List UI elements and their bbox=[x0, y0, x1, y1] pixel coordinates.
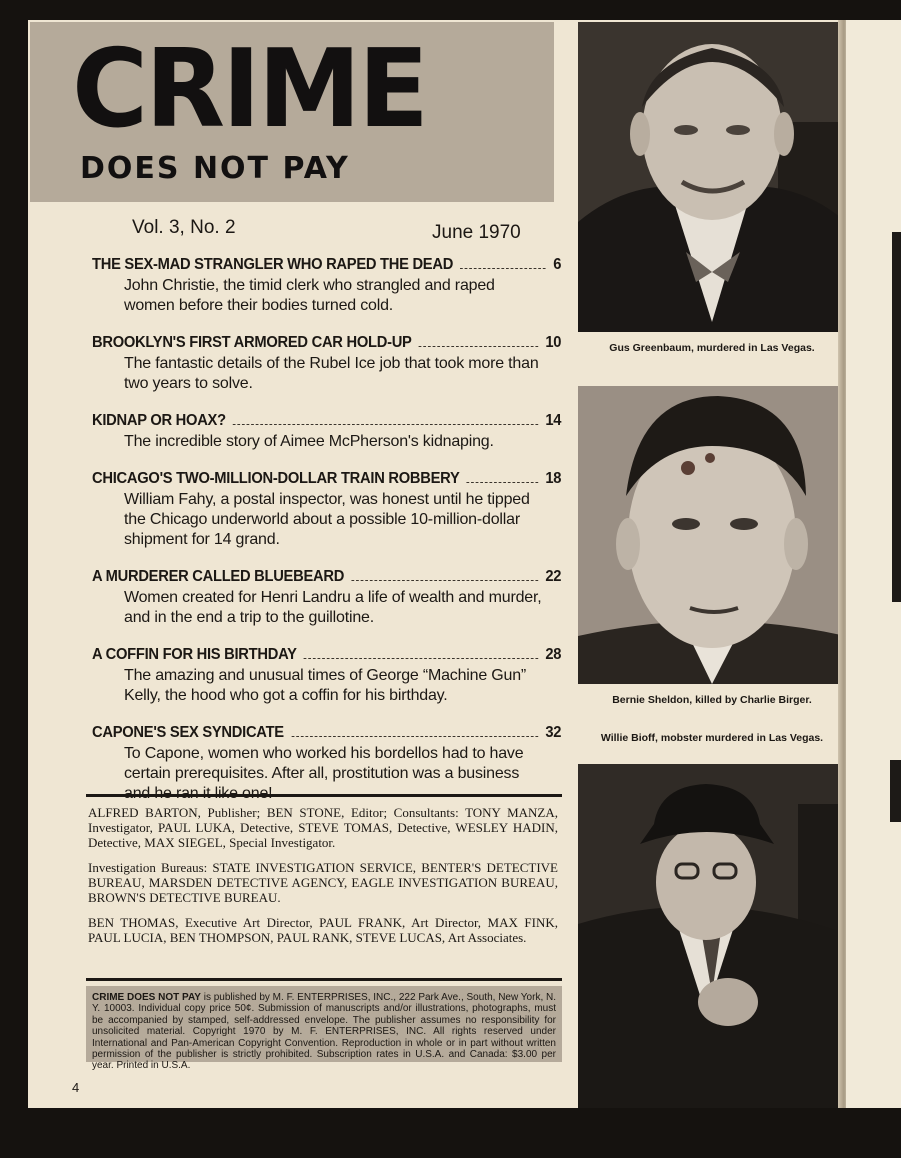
issue-volume: Vol. 3, No. 2 bbox=[132, 217, 236, 238]
toc-entry-description: John Christie, the timid clerk who strangled and raped women before their bodies turned cold. bbox=[124, 277, 495, 314]
leader-dots bbox=[351, 580, 538, 581]
toc-entry-description: The incredible story of Aimee McPherson's kidnaping. bbox=[124, 433, 494, 450]
photo-willie-bioff bbox=[578, 764, 846, 1108]
staff-art: BEN THOMAS, Executive Art Director, PAUL FRANK, Art Director, MAX FINK, PAUL LUCIA, BEN THOMPSON, PAUL RANK, STEVE LUCAS, Art Associates. bbox=[88, 915, 558, 945]
photo-gus-greenbaum bbox=[578, 22, 846, 332]
notice-lead: CRIME DOES NOT PAY bbox=[92, 992, 201, 1003]
magazine-page bbox=[28, 20, 846, 1108]
toc-entry-page: 22 bbox=[545, 568, 562, 585]
toc-entry-page: 6 bbox=[553, 256, 562, 273]
leader-dots bbox=[233, 424, 538, 425]
photo-caption: Willie Bioff, mobster murdered in Las Vegas. bbox=[600, 732, 824, 744]
toc-entry-page: 28 bbox=[545, 646, 562, 663]
photo-caption: Bernie Sheldon, killed by Charlie Birger. bbox=[612, 694, 812, 706]
toc-entry-title: CHICAGO'S TWO-MILLION-DOLLAR TRAIN ROBBERY bbox=[92, 470, 460, 487]
publication-notice bbox=[86, 986, 562, 1072]
masthead-subtitle: DOES NOT PAY bbox=[80, 151, 350, 186]
toc-entry[interactable] bbox=[92, 724, 562, 804]
toc-entry-title: BROOKLYN'S FIRST ARMORED CAR HOLD-UP bbox=[92, 334, 412, 351]
leader-dots bbox=[291, 736, 538, 737]
toc-entry-page: 10 bbox=[545, 334, 562, 351]
toc-entry-description: William Fahy, a postal inspector, was honest until he tipped the Chicago underworld about a possible 10-million-dollar shipment for 14 grand. bbox=[124, 491, 530, 548]
toc-entry-page: 32 bbox=[545, 724, 562, 741]
staff-credits bbox=[88, 805, 558, 955]
toc-entry[interactable] bbox=[92, 334, 562, 394]
toc-entry[interactable] bbox=[92, 646, 562, 706]
toc-entry-title: CAPONE'S SEX SYNDICATE bbox=[92, 724, 284, 741]
facing-page-edge bbox=[846, 20, 901, 1108]
toc-entry[interactable] bbox=[92, 568, 562, 628]
photo-caption: Gus Greenbaum, murdered in Las Vegas. bbox=[609, 342, 815, 354]
leader-dots bbox=[460, 268, 545, 269]
toc-entry-title: THE SEX-MAD STRANGLER WHO RAPED THE DEAD bbox=[92, 256, 454, 273]
page-number: 4 bbox=[72, 1080, 80, 1095]
staff-bureaus: Investigation Bureaus: STATE INVESTIGATION SERVICE, BENTER'S DETECTIVE BUREAU, MARSDEN DETECTIVE AGENCY, EAGLE INVESTIGATION BUREAU, BROWN'S DETECTIVE BUREAU. bbox=[88, 860, 558, 905]
toc-entry[interactable] bbox=[92, 256, 562, 316]
toc-entry[interactable] bbox=[92, 412, 562, 452]
staff-editorial: ALFRED BARTON, Publisher; BEN STONE, Editor; Consultants: TONY MANZA, Investigator, PAUL LUKA, Detective, STEVE TOMAS, Detective, WESLEY HADIN, Detective, MAX SIEGEL, Special Investigator. bbox=[88, 805, 558, 850]
toc-entry-description: To Capone, women who worked his bordellos had to have certain prerequisites. After all, prostitution was a business bbox=[124, 745, 524, 782]
masthead-title: CRIME bbox=[72, 27, 427, 152]
toc-entry-description: Women created for Henri Landru a life of wealth and murder, and in the end a trip to the guillotine. bbox=[124, 589, 542, 626]
leader-dots bbox=[467, 482, 538, 483]
issue-date: June 1970 bbox=[432, 222, 521, 243]
toc-entry-title: A COFFIN FOR HIS BIRTHDAY bbox=[92, 646, 297, 663]
toc-entry-page: 18 bbox=[545, 470, 562, 487]
masthead bbox=[30, 22, 554, 202]
toc-entry-description: The amazing and unusual times of George “Machine Gun” Kelly, the hood who got a coffin for his birthday. bbox=[124, 667, 527, 704]
divider-rule bbox=[86, 978, 562, 981]
toc-entry-title: KIDNAP OR HOAX? bbox=[92, 412, 226, 429]
leader-dots bbox=[419, 346, 538, 347]
toc-entry[interactable] bbox=[92, 470, 562, 550]
leader-dots bbox=[304, 658, 538, 659]
photo-bernie-sheldon bbox=[578, 386, 846, 684]
notice-text: is published by M. F. ENTERPRISES, INC., 222 Park Ave., South, New York, N. Y. 10003. Individual copy price 50¢. Submission of manuscripts and/or illustrations, photographs, must be accompanied by stamped, self-addressed envelope. The publisher assumes no responsibility for unsolicited material. Copyright 1970 by M. F. ENTERPRISES, INC. All rights reserved under International and Pan-American Copyright Convention. Reproduction in whole or in part without written permission of the publisher is strictly prohibited. Subscription rates in U.S.A. and Canada: $3.00 per year. Printed in U.S.A. bbox=[92, 992, 557, 1072]
divider-rule bbox=[86, 794, 562, 797]
toc-entry-title: A MURDERER CALLED BLUEBEARD bbox=[92, 568, 345, 585]
toc-entry-description: The fantastic details of the Rubel Ice job that took more than two years to solve. bbox=[124, 355, 539, 392]
toc-entry-page: 14 bbox=[545, 412, 562, 429]
table-of-contents bbox=[92, 256, 562, 822]
